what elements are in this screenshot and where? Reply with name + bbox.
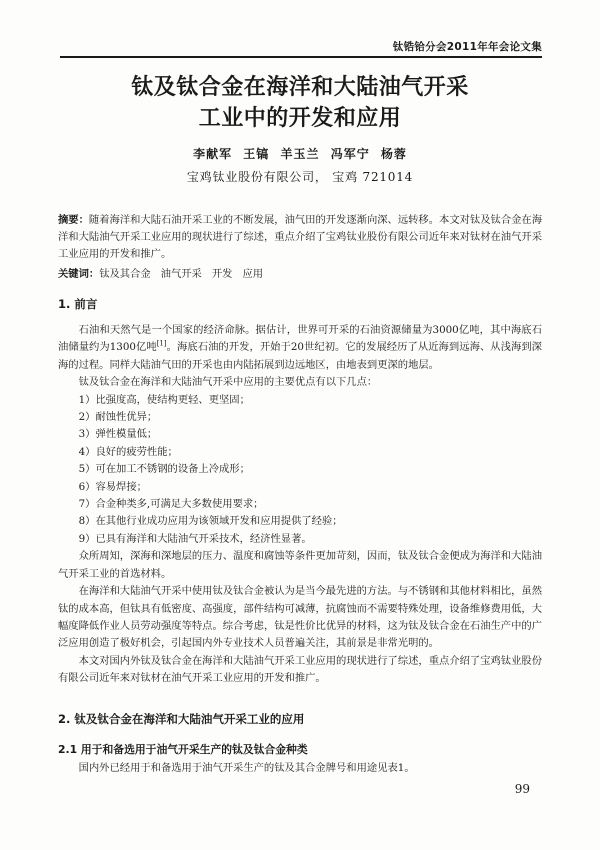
list-item: 7）合金种类多,可满足大多数使用要求； bbox=[78, 498, 264, 511]
section-1-heading: 1. 前言 bbox=[58, 297, 98, 311]
list-item: 5）可在加工不锈钢的设备上冷成形； bbox=[78, 463, 250, 476]
keyword: 钛及其合金 bbox=[99, 268, 151, 280]
keywords bbox=[58, 266, 542, 283]
keywords-label: 关键词： bbox=[58, 268, 100, 280]
title-line-2: 工业中的开发和应用 bbox=[198, 106, 402, 131]
paragraph: 钛及钛合金在海洋和大陆油气开采中应用的主要优点有以下几点： bbox=[78, 376, 378, 389]
list-item: 1）比强度高，使结构更轻、更坚固； bbox=[78, 393, 250, 406]
list-item: 9）已具有海洋和大陆油气开采技术，经济性显著。 bbox=[78, 532, 312, 545]
section-2-heading: 2. 钛及钛合金在海洋和大陆油气开采工业的应用 bbox=[58, 712, 305, 726]
paragraph: 在海洋和大陆油气开采中使用钛及钛合金被认为是当今最先进的方法。与不锈钢和其他材料相比，虽然钛的成本高，但钛具有低密度、高强度，部件结构可减薄，抗腐蚀而不需要特殊处理，设备维修费用低，大幅度降低作业人员劳动强度等特点。综合考虑，钛是性价比优异的材料，这为钛及钛合金在石油生产中的广泛应用创造了极好机会，引起国内外专业技术人员普遍关注，其前景是非常光明的。 bbox=[58, 585, 542, 650]
running-header-title: 钛锆铪分会2011年年会论文集 bbox=[392, 41, 542, 53]
section-1-body bbox=[58, 322, 542, 688]
abstract-text: 随着海洋和大陆石油开采工业的不断发展，油气田的开发逐渐向深、远转移。本文对钛及钛合金在海洋和大陆油气开采工业应用的现状进行了综述，重点介绍了宝鸡钛业股份有限公司近年来对钛材在油气开采工业应用的开发和推广。 bbox=[58, 214, 543, 260]
subsection-2-1-text: 国内外已经用于和备选用于油气开采生产的钛及其合金牌号和用途见表1。 bbox=[78, 762, 415, 774]
article-title bbox=[60, 72, 540, 134]
keyword: 应用 bbox=[242, 268, 264, 280]
list-item: 6）容易焊接； bbox=[78, 480, 147, 493]
title-line-1: 钛及钛合金在海洋和大陆油气开采 bbox=[131, 75, 469, 100]
paragraph: 石油和天然气是一个国家的经济命脉。据估计，世界可开采的石油资源储量为3000亿吨，其中海底石油储量约为1300亿吨[1]。海底石油的开发，开始于20世纪初。它的发展经历了从近海到远海、从浅海到深海的过程。同样大陆油气田的开采也由内陆拓展到边远地区，由地表到更深的地层。 bbox=[58, 324, 542, 371]
keyword: 开发 bbox=[211, 268, 233, 280]
author: 羊玉兰 bbox=[280, 147, 320, 161]
abstract-label: 摘要： bbox=[58, 214, 89, 226]
author-list bbox=[60, 145, 540, 162]
author: 杨蓉 bbox=[380, 147, 407, 161]
list-item: 4）良好的疲劳性能； bbox=[78, 445, 178, 458]
list-item: 8）在其他行业成功应用为该领域开发和应用提供了经验； bbox=[78, 515, 343, 528]
affiliation: 宝鸡钛业股份有限公司， 宝鸡 721014 bbox=[186, 170, 414, 184]
list-item: 2）耐蚀性优异； bbox=[78, 411, 158, 424]
paragraph: 众所周知，深海和深地层的压力、温度和腐蚀等条件更加苛刻，因而，钛及钛合金便成为海洋和大陆油气开采工业的首选材料。 bbox=[58, 550, 542, 580]
author: 李献军 bbox=[193, 147, 233, 161]
running-header bbox=[60, 40, 542, 58]
page-number: 99 bbox=[514, 782, 530, 796]
citation-ref[interactable]: [1] bbox=[156, 339, 167, 348]
author: 冯军宁 bbox=[330, 147, 370, 161]
paragraph: 本文对国内外钛及钛合金在海洋和大陆油气开采工业应用的现状进行了综述，重点介绍了宝鸡钛业股份有限公司近年来对钛材在油气开采工业应用的开发和推广。 bbox=[58, 654, 542, 685]
keyword: 油气开采 bbox=[160, 268, 202, 280]
subsection-2-1-heading: 2.1 用于和备选用于油气开采生产的钛及钛合金种类 bbox=[58, 743, 308, 756]
abstract bbox=[58, 212, 542, 263]
advantage-list bbox=[58, 392, 542, 549]
list-item: 3）弹性模量低； bbox=[78, 428, 158, 441]
author: 王镐 bbox=[243, 147, 270, 161]
